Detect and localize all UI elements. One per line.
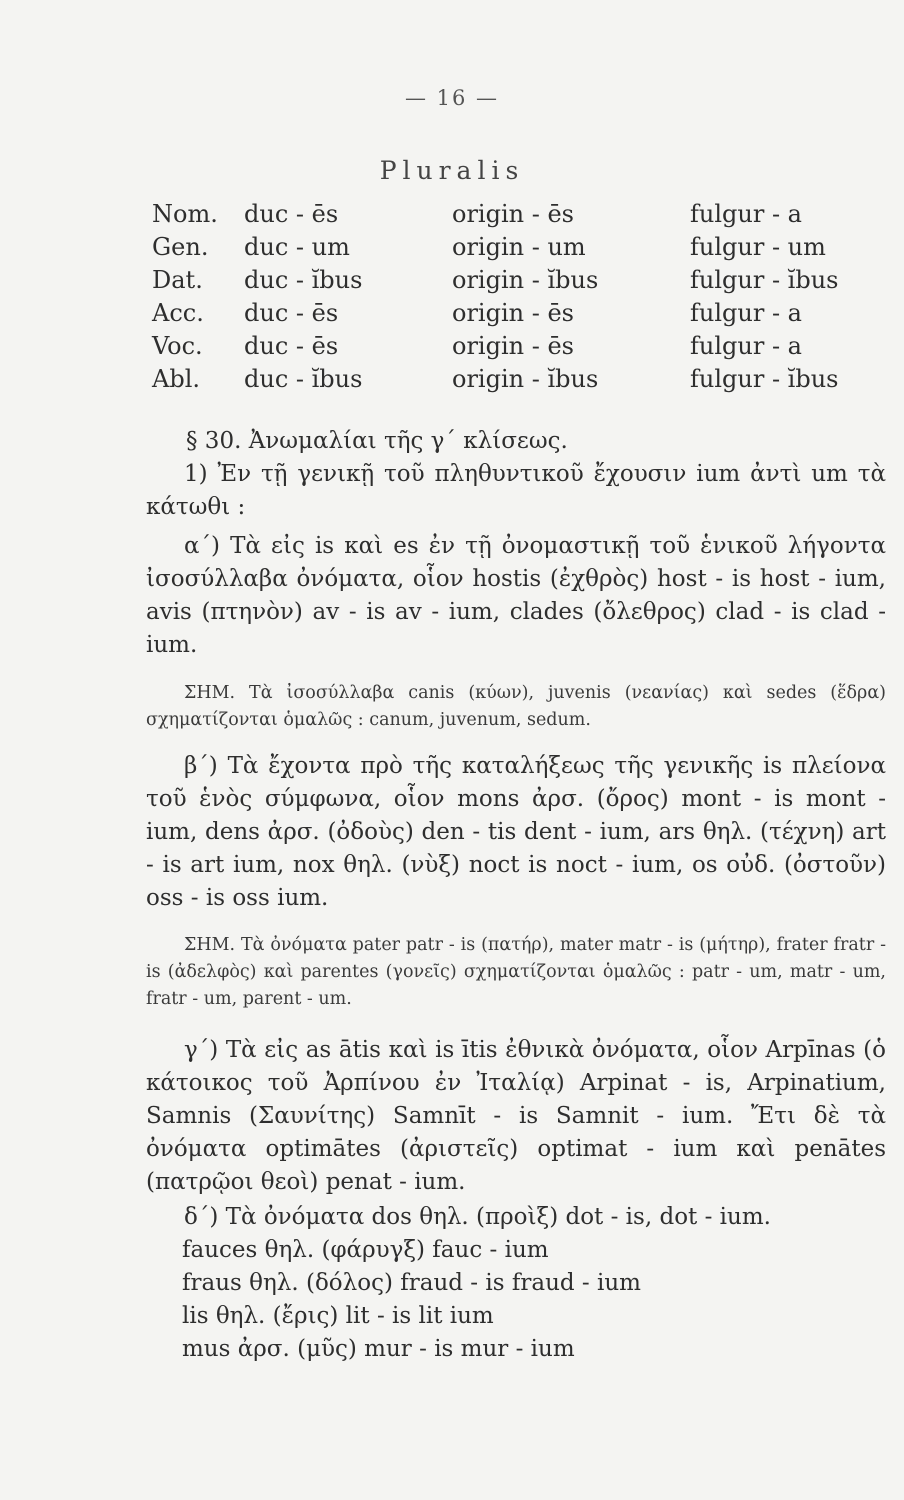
note-first: ΣΗΜ. Τὰ ἰσοσύλλαβα canis (κύων), juvenis (νεανίας) καὶ sedes (ἕδρα) σχηματίζονται ὁμαλῶς : canum, juvenum, sedum. [146,683,886,730]
form-cell: duc - um [244,233,350,261]
case-label: Gen. [152,233,209,261]
noun-list [146,1204,886,1369]
form-cell: fulgur - um [690,233,826,261]
form-cell: fulgur - a [690,332,802,360]
form-cell: duc - ēs [244,200,339,228]
list-item: fraus θηλ. (δόλος) fraud - is fraud - ium [182,1270,641,1296]
form-cell: fulgur - a [690,200,802,228]
form-cell: origin - um [452,233,586,261]
case-label: Voc. [152,332,203,360]
form-cell: duc - ĭbus [244,266,363,294]
form-cell: origin - ĭbus [452,266,599,294]
paragraph-intro: 1) Ἐν τῇ γενικῇ τοῦ πληθυντικοῦ ἔχουσιν ium ἀντὶ um τὰ κάτωθι : [146,461,886,520]
case-label: Dat. [152,266,203,294]
form-cell: fulgur - a [690,299,802,327]
section-heading: Pluralis [379,156,525,185]
note-second: ΣΗΜ. Τὰ ὀνόματα pater patr - is (πατήρ), mater matr - is (μήτηρ), frater fratr - is (ἀδελφὸς) καὶ parentes (γονεῖς) σχηματίζονται ὁμαλῶς : patr - um, matr - um, fratr - um, parent - um. [146,935,886,1009]
form-cell: origin - ēs [452,332,574,360]
form-cell: origin - ĭbus [452,365,599,393]
table-row [0,233,904,266]
table-row [0,266,904,299]
form-cell: duc - ĭbus [244,365,363,393]
paragraph-alpha: α΄) Τὰ εἰς is καὶ es ἐν τῇ ὀνομαστικῇ τοῦ ἑνικοῦ λήγοντα ἰσοσύλλαβα ὀνόματα, οἷον hostis (ἐχθρὸς) host - is host - ium, avis (πτηνὸν) av - is av - ium, clades (ὄλεθρος) clad - is clad - ium. [146,533,886,658]
table-row [0,299,904,332]
form-cell: origin - ēs [452,200,574,228]
list-item: δ΄) Τὰ ὀνόματα dos θηλ. (προὶξ) dot - is, dot - ium. [184,1204,771,1230]
form-cell: fulgur - ĭbus [690,266,839,294]
list-item: mus ἀρσ. (μῦς) mur - is mur - ium [182,1336,575,1362]
page-number: — 16 — [404,86,500,110]
form-cell: duc - ēs [244,332,339,360]
list-item: lis θηλ. (ἔρις) lit - is lit ium [182,1303,494,1329]
paragraph-gamma: γ΄) Τὰ εἰς as ātis καὶ is ītis ἐθνικὰ ὀνόματα, οἷον Arpīnas (ὁ κάτοικος τοῦ Ἀρπίνου ἐν Ἰταλίᾳ) Arpinat - is, Arpinatium, Samnis (Σαυνίτης) Samnīt - is Samnit - ium. Ἔτι δὲ τὰ ὀνόματα optimātes (ἀριστεῖς) optimat - ium καὶ penātes (πατρῷοι θεοὶ) penat - ium. [146,1037,886,1195]
form-cell: origin - ēs [452,299,574,327]
table-row [0,332,904,365]
paragraph-beta: β΄) Τὰ ἔχοντα πρὸ τῆς καταλήξεως τῆς γενικῆς is πλείονα τοῦ ἑνὸς σύμφωνα, οἷον mons ἀρσ. (ὄρος) mont - is mont - ium, dens ἀρσ. (ὀδοὺς) den - tis dent - ium, ars θηλ. (τέχνη) art - is art ium, nox θηλ. (νὺξ) noct is noct - ium, os οὐδ. (ὀστοῦν) oss - is oss ium. [146,753,886,911]
form-cell: fulgur - ĭbus [690,365,839,393]
table-row [0,200,904,233]
list-item: fauces θηλ. (φάρυγξ) fauc - ium [182,1237,549,1263]
table-row [0,365,904,398]
case-label: Acc. [152,299,204,327]
section-title: § 30. Ἀνωμαλίαι τῆς γ΄ κλίσεως. [186,428,568,454]
case-label: Abl. [152,365,200,393]
form-cell: duc - ēs [244,299,339,327]
case-label: Nom. [152,200,218,228]
